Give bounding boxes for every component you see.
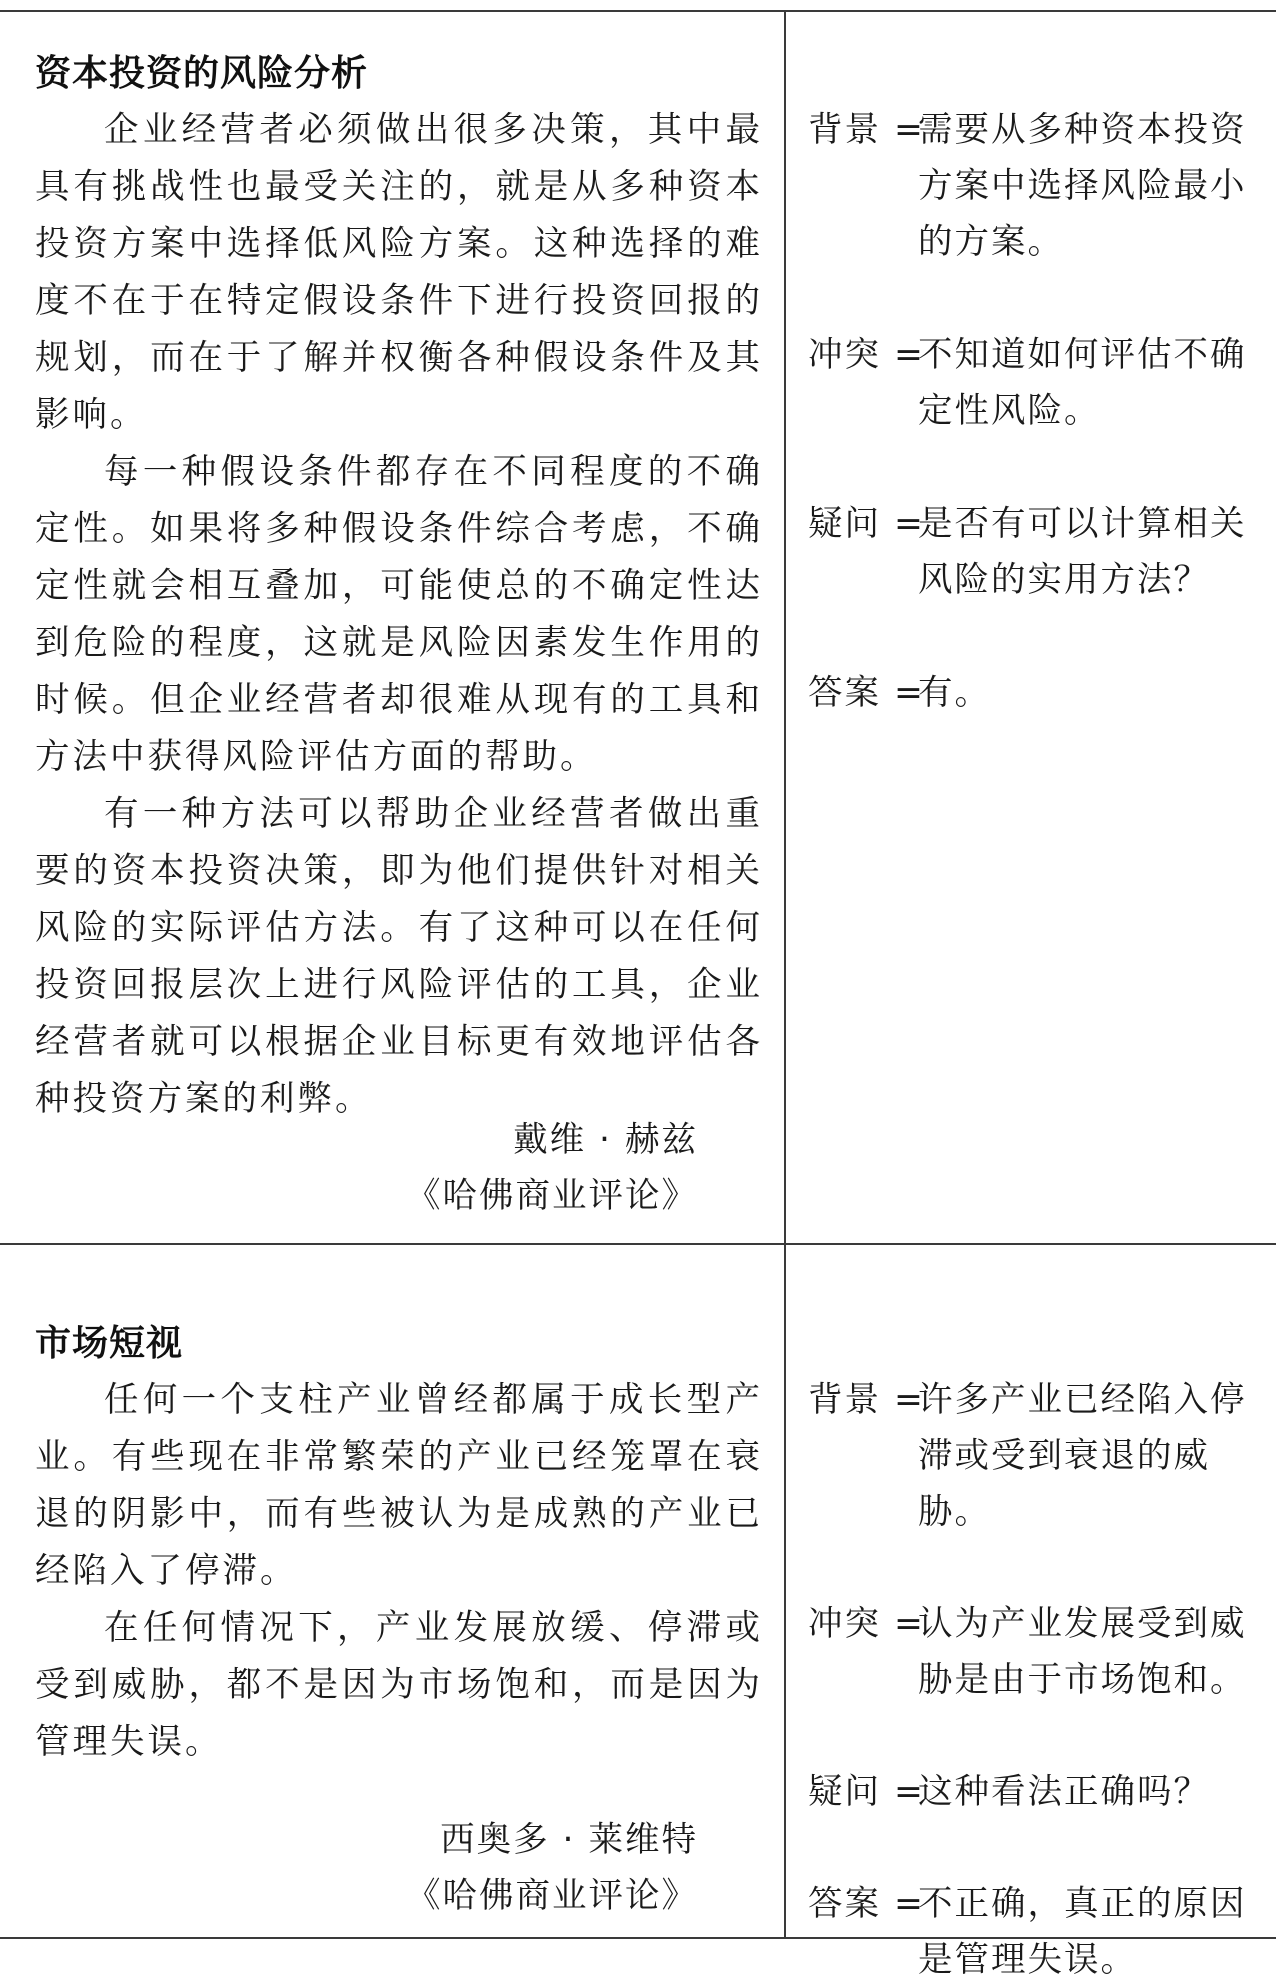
qa-value: 许多产业已经陷入停滞或受到衰退的威胁。 <box>918 1380 1247 1532</box>
qa-answer <box>808 665 1248 721</box>
qa-key: 冲突 = <box>808 1604 925 1644</box>
section-2-title: 市场短视 <box>35 1323 184 1364</box>
qa-key: 答案 = <box>808 1884 925 1924</box>
qa-key: 背景 = <box>808 110 925 150</box>
qa-question <box>808 1764 1248 1820</box>
section-2-source: 《哈佛商业评论》 <box>406 1876 698 1916</box>
qa-conflict <box>808 327 1248 439</box>
section-1-paragraph-1: 企业经营者必须做出很多决策，其中最具有挑战性也最受关注的，就是从多种资本投资方案中选择低风险方案。这种选择的难度不在于在特定假设条件下进行投资回报的规划，而在于了解并权衡各种假设条件及其影响。 <box>35 110 763 435</box>
section-1-paragraph-2: 每一种假设条件都存在不同程度的不确定性。如果将多种假设条件综合考虑，不确定性就会相互叠加，可能使总的不确定性达到危险的程度，这就是风险因素发生作用的时候。但企业经营者却很难从现有的工具和方法中获得风险评估方面的帮助。 <box>35 452 763 777</box>
top-rule <box>0 10 1276 12</box>
qa-value: 不正确，真正的原因是管理失误。 <box>918 1884 1247 1980</box>
qa-conflict <box>808 1596 1248 1708</box>
qa-key: 冲突 = <box>808 335 925 375</box>
column-divider <box>784 10 786 1939</box>
qa-answer <box>808 1876 1248 1988</box>
section-1-analysis <box>808 102 1248 721</box>
qa-value: 是否有可以计算相关风险的实用方法？ <box>918 504 1247 600</box>
section-1-body <box>35 102 763 1128</box>
qa-key: 答案 = <box>808 673 925 713</box>
section-divider <box>0 1243 1276 1245</box>
qa-value: 认为产业发展受到威胁是由于市场饱和。 <box>918 1604 1247 1700</box>
qa-background <box>808 1372 1248 1540</box>
section-1-title: 资本投资的风险分析 <box>35 53 369 94</box>
qa-value: 不知道如何评估不确定性风险。 <box>918 335 1247 431</box>
qa-value: 需要从多种资本投资方案中选择风险最小的方案。 <box>918 110 1247 262</box>
qa-question <box>808 496 1248 608</box>
section-2-paragraph-1: 任何一个支柱产业曾经都属于成长型产业。有些现在非常繁荣的产业已经笼罩在衰退的阴影中，而有些被认为是成熟的产业已经陷入了停滞。 <box>35 1380 763 1591</box>
qa-key: 背景 = <box>808 1380 925 1420</box>
section-1-source: 《哈佛商业评论》 <box>406 1176 698 1216</box>
section-2-paragraph-2: 在任何情况下，产业发展放缓、停滞或受到威胁，都不是因为市场饱和，而是因为管理失误。 <box>35 1608 763 1762</box>
section-2-body <box>35 1372 763 1771</box>
qa-value: 这种看法正确吗？ <box>918 1772 1210 1812</box>
section-2-author: 西奥多 · 莱维特 <box>440 1820 698 1860</box>
section-2-analysis <box>808 1372 1248 1988</box>
section-1-author: 戴维 · 赫兹 <box>513 1120 698 1160</box>
qa-background <box>808 102 1248 270</box>
qa-value: 有。 <box>918 673 991 713</box>
qa-key: 疑问 = <box>808 1772 925 1812</box>
qa-key: 疑问 = <box>808 504 925 544</box>
section-1-paragraph-3: 有一种方法可以帮助企业经营者做出重要的资本投资决策，即为他们提供针对相关风险的实际评估方法。有了这种可以在任何投资回报层次上进行风险评估的工具，企业经营者就可以根据企业目标更有效地评估各种投资方案的利弊。 <box>35 794 763 1119</box>
